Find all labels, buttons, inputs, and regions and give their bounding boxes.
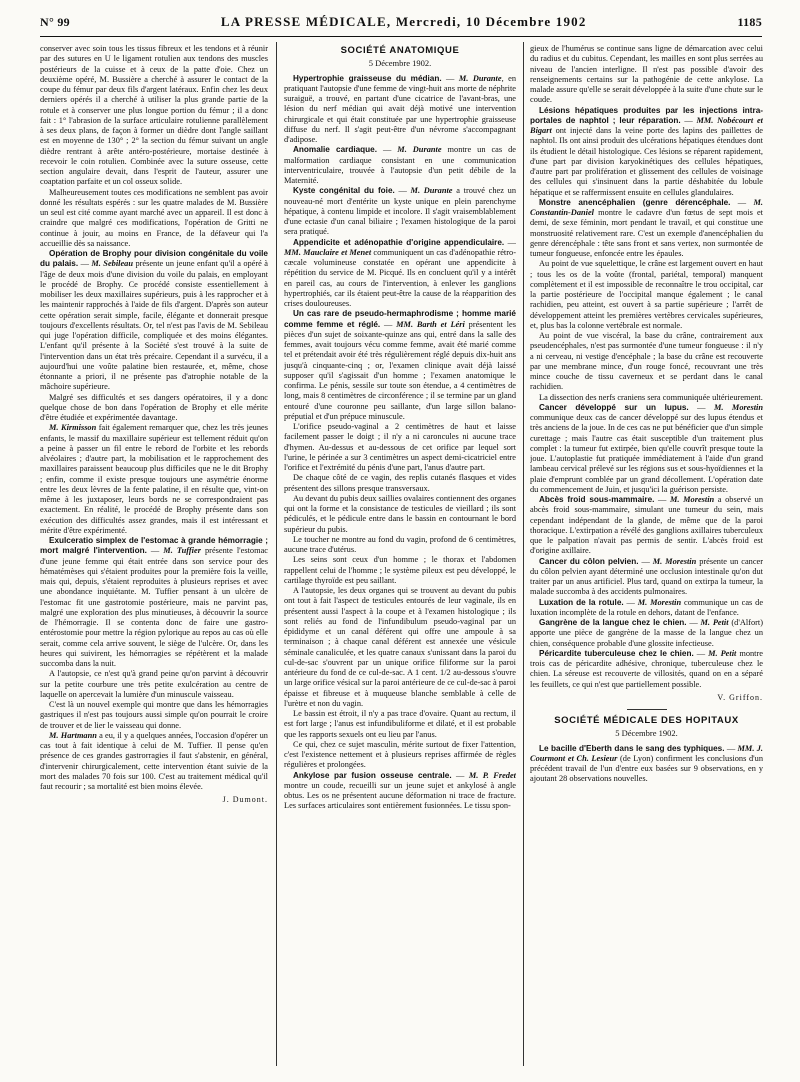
journal-title: LA PRESSE MÉDICALE, Mercredi, 10 Décembre 1902: [220, 14, 587, 29]
paragraph: Au point de vue squelettique, le crâne est largement ouvert en haut ; tous les os de la voûte (frontal, pariétal, temporal) manquent complètement et il est impossible de reconnaître le trou occipital, car la partie postérieure de l'occipital manque également ; le canal rachidien, peu atteint, est ouvert à sa partie supérieure ; l'arrêt de développement atteint les premières vertèbres cervicales supérieures, et, plus bas la colonne vertébrale est normale.: [530, 259, 763, 330]
article-title: Anomalie cardiaque.: [293, 145, 377, 155]
article: Luxation de la rotule. — M. Morestin communique un cas de luxation incomplète de la rotule en dehors, datant de l'enfance.: [530, 597, 763, 617]
author: M. Petit: [708, 648, 737, 658]
paragraph: présente un cancer du côlon pelvien ayant déterminé une occlusion intestinale qu'on dut traiter par un anus artificiel. Plus tard, quand on extirpa la tumeur, la malade succomba à des accidents pulmonaires.: [530, 556, 763, 597]
article: Kyste congénital du foie. — M. Durante a trouvé chez un nouveau-né mort d'entérite un kyste unique en plein parenchyme hépatique, à contenu limpide et incolore. Il s'agit vraisemblablement d'une ectasie d'un canal biliaire ; l'examen histologique de la paroi sera pratiqué.: [284, 186, 516, 237]
paragraph: Ce qui, chez ce sujet masculin, mérite surtout de fixer l'attention, c'est l'existence nettement et à plusieurs reprises affirmée de règles régulières et prolongées.: [284, 739, 516, 770]
column-3: [530, 44, 763, 1066]
paragraph: (d'Alfort) apporte une pièce de gangrène de la masse de la langue chez un chien, conséquence probable d'une glossite infectieuse.: [530, 618, 763, 648]
article: Cancer développé sur un lupus. — M. Morestin communique deux cas de cancer développé sur des lupus étendus et très anciens de la joue. In de ces cas ne put bénéficier que d'un simple curettage ; mais l'autre cas était susceptible d'un traitement plus complet : la tumeur fut extirpée, bien qu'elle couvrît presque toute la joue. L'autoplastie fut pratiquée immédiatement à l'aide d'un grand lambeau cervical prélevé sur les régions sus et sous-hyoïdiennes et la plaie d'emprunt comblée par un grand décollement. L'opération date du commencement de Juin, et jusqu'ici la guérison persiste.: [530, 402, 763, 494]
paragraph: Malgré ses difficultés et ses dangers opératoires, il y a donc quelque chose de bon dans l'opération de Brophy et elle mérite d'être étudiée et expérimentée davantage.: [40, 392, 268, 422]
section-divider: [627, 709, 667, 710]
paragraph: a observé un abcès froid sous-mammaire, simulant une tumeur du sein, mais cependant indépendant de la glande, de même que de la paroi thoracique. L'extirpation a révélé des ganglions axillaires tuberculeux que le palpation n'avait pas permis de sentir. L'abcès froid est d'origine axillaire.: [530, 495, 763, 556]
paragraph: Le toucher ne montre au fond du vagin, profond de 6 centimètres, aucune trace d'utérus.: [284, 534, 516, 554]
author: M. Durante: [397, 145, 442, 155]
author: M. Durante: [458, 73, 502, 83]
paragraph: fait également remarquer que, chez les très jeunes enfants, le massif du maxillaire supérieur est tellement réduit qu'on a peine à passer un fil entre le rebord de l'orbite et les rebords alvéolaires ; d'autre part, la mobilisation et le rapprochement des maxillaires paraissent beaucoup plus difficiles que ne le dit Brophy ; enfin, comme il existe presque toujours une asymétrie énorme entre les deux lèvres de la fente palatine, il en résulte que, vint-on même à les juxtaposer, leurs bords ne se correspondraient pas exactement. En réalité, le procédé de Brophy présente dans son exécution des difficultés assez grandes, mais il est intéressant et mérite d'être expérimenté.: [40, 423, 268, 535]
paragraph: gieux de l'humérus se continue sans ligne de démarcation avec celui du radius et du cubitus. Cependant, les mailles en sont plus serrées au niveau de l'ancien interligne. Il n'est pas possible d'avoir des renseignements certains sur la pathogénie de cette ankylose. La malade assure qu'elle se serait développée à la suite d'une chute sur le coude.: [530, 44, 763, 105]
article: Ankylose par fusion osseuse centrale. — M. P. Fredet montre un coude, recueilli sur un jeune sujet et ankylosé à angle obtus. Les os ne présentent aucune déformation ni trace de fracture. Les surfaces articulaires sont entièrement fusionnées. Le tissu spon-: [284, 770, 516, 811]
paragraph: A l'autopsie, les deux organes qui se trouvent au devant du pubis ont tout à fait l'aspect de testicules entourés de leur vaginale, ils en présentent aussi l'aspect à la coupe et à l'examen histologique ; ils sont reliés au fond de l'infundibulum pseudo-vaginal par un épididyme et un canal déférent qui offre une ampoule à sa terminaison ; à chaque canal déférent est annexée une vésicule séminale canaliculée, et les quatre canaux s'unissant dans la paroi du cul-de-sac s'ouvrent par un unique orifice filiforme sur la paroi antérieure du fond de ce cul-de-sac. A 1 cent. 1/2 au-dessous s'ouvre un large orifice vésical sur la paroi antérieure de ce cul-de-sac à paroi épaisse et fibreuse et à muqueuse blanche semblable à celle de l'urètre et non du vagin.: [284, 586, 516, 708]
column-separator: [523, 42, 524, 1066]
section-heading: SOCIÉTÉ MÉDICALE DES HOPITAUX: [554, 715, 739, 726]
paragraph: L'orifice pseudo-vaginal a 2 centimètres de haut et laisse facilement passer le doigt ; il n'y a ni caroncules ni aucune trace d'hymen. Au-dessus et au-dessous de cet orifice par lequel sort l'urine, le périnée a sur 3 centimètres un aspect demi-cicatriciel entre l'orifice et l'extrémité du pénis d'une part, l'anus d'autre part.: [284, 422, 516, 472]
page-header: [40, 14, 762, 36]
paragraph: A l'autopsie, ce n'est qu'à grand peine qu'on parvint à découvrir sur la petite courbure une très petite exulcération au centre de laquelle on apercevait la lumière d'un minuscule vaisseau.: [40, 669, 268, 699]
author: MM. Nobécourt et Bigart: [530, 115, 763, 135]
paragraph: Les seins sont ceux d'un homme ; le thorax et l'abdomen rappellent celui de l'homme ; le système pileux est peu développé, le cartilage thyroïde est peu saillant.: [284, 555, 516, 585]
paragraph: C'est là un nouvel exemple qui montre que dans les hémorragies gastriques il n'est pas toujours aussi simple qu'on pourrait le croire de trouver et de lier le vaisseau qui donne.: [40, 700, 268, 730]
article-title: Gangrène de la langue chez le chien.: [539, 618, 687, 627]
paragraph: présente l'estomac d'une jeune femme qui était entrée dans son service pour des hématémèses qui s'étaient produites pour la première fois la veille, mais qui, depuis, s'étaient reproduites à plusieurs reprises et avec une abondance inquiétante. M. Tuffier pensant à un ulcère de l'estomac fit une gastrotomie postérieure, mais ne parvint pas, malgré une exploration des plus minutieuses, à découvrir la source de l'hémorragie. Il se contenta donc de faire une gastro-entérostomie pour mettre la région pylorique au repos au cas où elle serait, comme cela arrive souvent, le siège de l'ulcère. Or, dans les heures qui suivirent, les hémorragies se répétèrent et la malade succomba dans la nuit.: [40, 546, 268, 668]
author: M. Petit: [700, 618, 729, 627]
paragraph: a trouvé chez un nouveau-né mort d'entérite un kyste unique en plein parenchyme hépatique, à contenu limpide et incolore. Il s'agit vraisemblablement d'une ectasie d'un canal biliaire ; l'examen histologique de la paroi sera pratiqué.: [284, 186, 516, 237]
author: M. Durante: [410, 186, 453, 196]
paragraph: Le bassin est étroit, il n'y a pas trace d'ovaire. Quant au rectum, il est fort large ; l'anus est infundibuliforme et dilaté, et il est probable que les rapports sexuels ont eu lieu par l'anus.: [284, 709, 516, 739]
issue-number: N° 99: [40, 15, 70, 29]
paragraph: communique deux cas de cancer développé sur des lupus étendus et très anciens de la joue. In de ces cas ne put bénéficier que d'un simple curettage ; mais l'autre cas était susceptible d'un traitement plus complet : la tumeur fut extirpée, bien qu'elle couvrît presque toute la joue. L'autoplastie fut pratiquée immédiatement à l'aide d'un grand lambeau cervical prélevé sur les régions sus et sous-hyoïdiennes et la plaie d'emprunt comblée par un grand décollement. L'opération date du commencement de Juin, et jusqu'ici la guérison persiste.: [530, 413, 763, 494]
article: Exulceratio simplex de l'estomac à grande hémorragie ; mort malgré l'intervention. — M. Tuffier présente l'estomac d'une jeune femme qui était entrée dans son service pour des hématémèses qui s'étaient produites pour la première fois la veille, mais qui, depuis, s'étaient reproduites à plusieurs reprises et avec une abondance inquiétante. M. Tuffier pensant à un ulcère de l'estomac fit une gastrotomie postérieure, mais ne parvint pas, malgré une exploration des plus minutieuses, à découvrir la source de l'hémorragie. Il se contenta donc de faire une gastro-entérostomie pour mettre la région pylorique au repos au cas où elle serait, comme cela arrive souvent, le siège de l'ulcère. Or, dans les heures qui suivirent, les hémorragies se répétèrent et la malade succomba dans la nuit.: [40, 536, 268, 668]
column-1: [40, 44, 268, 1066]
paragraph: présentent les pièces d'un sujet de soixante-quinze ans qui, entré dans la salle des femmes, avait toujours vécu comme femme, avait été marié comme tel et prétendait avoir été très régulièrement réglé depuis dix-huit ans jusqu'à cinquante-cinq ; or, l'examen clinique avait déjà laissé supposer qu'il s'agissait d'un homme ; l'examen anatomique le confirma. Le pénis, sessile sur toute son étendue, a 4 centimètres de long, mais 8 centimètres de circonférence ; il se termine par un gland entouré d'une couronne peu saillante, d'un large sillon balano-préputial et d'un prépuce minuscule.: [284, 319, 516, 421]
article: Anomalie cardiaque. — M. Durante montre un cas de malformation cardiaque consistant en une communication interventriculaire, trouvée à l'autopsie d'un petit débile de la Maternité.: [284, 145, 516, 185]
author: M. Tuffier: [163, 546, 201, 556]
article: [40, 423, 268, 536]
article-title: Un cas rare de pseudo-hermaphrodisme ; homme marié comme femme et réglé.: [284, 309, 516, 329]
paragraph: De chaque côté de ce vagin, des replis cutanés flasques et vides présentent des sillons presque transversaux.: [284, 473, 516, 493]
signature: J. Dumont.: [222, 795, 268, 805]
author: MM. J. Courmont et Ch. Lesieur: [530, 743, 763, 763]
section-date: 5 Décembre 1902.: [368, 58, 432, 69]
article-title: Hypertrophie graisseuse du médian.: [293, 73, 442, 83]
paragraph: montre un coude, recueilli sur un jeune sujet et ankylosé à angle obtus. Les os ne présentent aucune déformation ni trace de fracture. Les surfaces articulaires sont entièrement fusionnées. Le tissu spon-: [284, 780, 516, 811]
paragraph: communiquent un cas d'adénopathie rétro-cæcale volumineuse constatée en opérant une appendicite à répétition du service de M. Picqué. Ils en concluent qu'il y a intérêt en pareil cas, au cours de l'intervention, à enlever les ganglions hypertrophiés, car ils étaient peut-être la cause de la réapparition des crises douloureuses.: [284, 247, 516, 308]
article: Opération de Brophy pour division congénitale du voile du palais. — M. Sebileau présente un jeune enfant qu'il a opéré à l'âge de deux mois d'une division du voile du palais, en employant le procédé de Brophy. Ce procédé consiste essentiellement à mobiliser les deux maxillaires supérieurs, puis à les rapprocher et à les maintenir rapprochés à l'aide de fils d'argent. D'après son auteur cette opération serait simple, facile, élégante et donnerait presque toujours d'excellents résultats. Or, tel n'est pas l'avis de M. Sebileau qui juge l'opération difficile, compliquée et des moins élégantes. L'enfant qu'il présente à la Société s'est trouvé à la suite de l'intervention dans un état très précaire. Cependant il a survécu, il a aujourd'hui une voûte palatine bien restaurée, et, même, chose étonnante a priori, il ne présente pas d'atrophie notable de la mâchoire supérieure.: [40, 249, 268, 392]
paragraph: communique un cas de luxation incomplète de la rotule en dehors, datant de l'enfance.: [530, 597, 763, 617]
article-title: Péricardite tuberculeuse chez le chien.: [539, 648, 694, 658]
paragraph: Au point de vue viscéral, la base du crâne, contrairement aux pseudencéphales, n'est pas surmontée d'une tumeur fongueuse : il n'y a ni cerveau, ni vestige d'encéphale ; la base du crâne est recouverte par une membrane mince, d'un rouge foncé, recouvrant une très mince couche de tissu caverneux et se perdant dans le canal rachidien.: [530, 331, 763, 392]
section-date: 5 Décembre 1902.: [615, 728, 678, 739]
article-title: Opération de Brophy pour division congénitale du voile du palais.: [40, 249, 268, 269]
article: Lésions hépatiques produites par les injections intra-portales de naphtol ; leur réparation. — MM. Nobécourt et Bigart ont injecté dans la veine porte des lapins des paillettes de naphtol. Ils ont ainsi produit des ulcérations hépatiques étendues dont ils étudient le détail histologique. Ces lésions se réparent rapidement, d'une part par division karyokinétiques des cellules hépatiques, d'autre part par prolifération et glissement des cellules de voisinage des cellules qui s'insinuent dans la partie déshabitée du lobule hépatique et se raffermissent ensuite en cellules glandulaires.: [530, 105, 763, 197]
paragraph: conserver avec soin tous les tissus fibreux et les tendons et à réunir par des sutures en U le ligament rotulien aux tendons des muscles postérieurs de la cuisse et à ceux de la patte d'oie. Chez un deuxième opéré, M. Bussière a cherché à assurer le contact de la coupe du fémur par deux fils d'argent latéraux. Enfin chez les deux derniers opérés il a cherché à utiliser la plus grande partie de la rotule et à conserver une plus longue portion du fémur ; il a donc fait : 1° l'abrasion de la surface articulaire rotulienne parallèlement à ses deux plans, de façon à former un dièdre dont l'angle saillant est en moyenne de 130° ; 2° la section du fémur suivant un angle dièdre rentrant à arête antéro-postérieure, mortaise destinée à recevoir le coin rotulien. Combinée avec la suture osseuse, cette section angulaire devait, dans l'esprit de l'auteur, assurer une coaptation parfaite et un col osseux solide.: [40, 44, 268, 187]
article: Le bacille d'Eberth dans le sang des typhiques. — MM. J. Courmont et Ch. Lesieur (de Lyon) confirment les conclusions d'un précédent travail de l'un d'entre eux basées sur 9 observations, en y ajoutant 28 observations nouvelles.: [530, 743, 763, 784]
article-title: Ankylose par fusion osseuse centrale.: [293, 770, 452, 780]
article-title: Cancer développé sur un lupus.: [539, 402, 689, 412]
article: Cancer du côlon pelvien. — M. Morestin présente un cancer du côlon pelvien ayant déterminé une occlusion intestinale qu'on dut traiter par un anus artificiel. Plus tard, quand on extirpa la tumeur, la malade succomba à des accidents pulmonaires.: [530, 556, 763, 597]
article: Péricardite tuberculeuse chez le chien. — M. Petit montre trois cas de péricardite adhésive, chronique, tuberculeuse chez le chien. La séreuse est recouverte de villosités, quand on en a séparé les feuillets, ce qui n'est que partiellement possible.: [530, 648, 763, 689]
paragraph: , en pratiquant l'autopsie d'une femme de vingt-huit ans morte de néphrite suraiguë, a trouvé, en partant d'une cicatrice de l'avant-bras, une lésion du nerf médian qui avait déjà motivé une intervention chirurgicale et qui était constituée par une hypertrophie graisseuse diffuse du nerf. Il s'agit peut-être d'un névrome s'accompagnant d'adipose.: [284, 73, 516, 144]
author: MM. Mauclaire et Menet: [284, 247, 372, 257]
paragraph: a eu, il y a quelques années, l'occasion d'opérer un cas tout à fait identique à celui de M. Tuffier. Il pense qu'en présence de ces grandes gastrorragies il faut s'abstenir, en général, d'intervenir chirurgicalement, cette intervention étant suivie de la mort des malades 70 fois sur 100. C'est au traitement médical qu'il faut recourir ; sa mortalité est bien moins élevée.: [40, 730, 268, 791]
paragraph: Malheureusement toutes ces modifications ne semblent pas avoir donné les résultats espérés : sur les quatre malades de M. Bussière un seul est cité comme ayant marché avec un appareil. Il est donc à craindre que malgré ces modifications, l'opération de Gritti ne continue à jouir, au moins en France, de la défaveur qui l'a accueillie dès sa naissance.: [40, 187, 268, 248]
article-title: Kyste congénital du foie.: [293, 186, 395, 196]
author: M. Morestin: [670, 495, 715, 504]
article-title: Le bacille d'Eberth dans le sang des typhiques.: [539, 743, 725, 753]
article-title: Exulceratio simplex de l'estomac à grande hémorragie ; mort malgré l'intervention.: [40, 536, 268, 556]
column-separator: [276, 42, 277, 1066]
paragraph: La dissection des nerfs craniens sera communiquée ultérieurement.: [539, 392, 763, 402]
signature: V. Griffon.: [717, 692, 763, 702]
author: M. Morestin: [652, 556, 697, 566]
column-2: [284, 44, 516, 1066]
author: MM. Barth et Léri: [396, 319, 465, 329]
article-title: Monstre anencéphalien (genre dérencéphale.: [539, 197, 731, 207]
page-number: 1185: [737, 15, 762, 29]
article: Abcès froid sous-mammaire. — M. Morestin a observé un abcès froid sous-mammaire, simulant une tumeur du sein, mais cependant indépendant de la glande, de même que de la paroi thoracique. L'extirpation a révélé des ganglions axillaires tuberculeux que le palpation n'avait pas permis de sentir. L'abcès froid est d'origine axillaire.: [530, 495, 763, 556]
article: Hypertrophie graisseuse du médian. — M. Durante, en pratiquant l'autopsie d'une femme de vingt-huit ans morte de néphrite suraiguë, a trouvé, en partant d'une cicatrice de l'avant-bras, une lésion du nerf médian qui avait déjà motivé une intervention chirurgicale et qui était constituée par une hypertrophie graisseuse diffuse du nerf. Il s'agit peut-être d'un névrome s'accompagnant d'adipose.: [284, 73, 516, 144]
author: M. Morestin: [713, 402, 763, 412]
paragraph: (de Lyon) confirment les conclusions d'un précédent travail de l'un d'entre eux basées sur 9 observations, en y ajoutant 28 observations nouvelles.: [530, 753, 763, 784]
author: M. P. Fredet: [468, 770, 516, 780]
header-rule: [40, 36, 762, 37]
article: [40, 731, 268, 793]
section-heading: SOCIÉTÉ ANATOMIQUE: [340, 45, 460, 56]
article: Gangrène de la langue chez le chien. — M. Petit (d'Alfort) apporte une pièce de gangrène de la masse de la langue chez un chien, conséquence probable d'une glossite infectieuse.: [530, 618, 763, 648]
author: M. Sebileau: [91, 259, 133, 269]
paragraph: ont injecté dans la veine porte des lapins des paillettes de naphtol. Ils ont ainsi produit des ulcérations hépatiques étendues dont ils étudient le détail histologique. Ces lésions se réparent rapidement, d'une part par division karyokinétiques des cellules hépatiques, d'autre part par prolifération et glissement des cellules de voisinage des cellules qui s'insinuent dans la partie déshabitée du lobule hépatique et se raffermissent ensuite en cellules glandulaires.: [530, 126, 763, 197]
paragraph: montre un cas de malformation cardiaque consistant en une communication interventriculaire, trouvée à l'autopsie d'un petit débile de la Maternité.: [284, 145, 516, 185]
paragraph: Au devant du pubis deux saillies ovalaires contiennent des organes qui ont la forme et la consistance de testicules de vieillard ; ils sont pédiculés, et le pédicule entre dans le bassin en contournant le bord supérieur du pubis.: [284, 493, 516, 534]
author: M. Constantin-Daniel: [530, 197, 763, 217]
author: M. Morestin: [637, 597, 682, 607]
article-title: Lésions hépatiques produites par les injections intra-portales de naphtol ; leur réparation.: [530, 105, 763, 125]
article: Appendicite et adénopathie d'origine appendiculaire. — MM. Mauclaire et Menet communiquent un cas d'adénopathie rétro-cæcale volumineuse constatée en opérant une appendicite à répétition du service de M. Picqué. Ils en concluent qu'il y a intérêt en pareil cas, au cours de l'intervention, à enlever les ganglions hypertrophiés, car ils étaient peut-être la cause de la réapparition des crises douloureuses.: [284, 237, 516, 308]
paragraph: montre le cadavre d'un fœtus de sept mois et demi, de sexe féminin, mort pendant le travail, et qui constitue une monstruosité relativement rare. C'est un exemple d'anencéphalien du genre dérencéphale : tête sans front et sans vertex, non surmontée de tumeur fongueuse, enfoncée entre les épaules.: [530, 208, 763, 258]
paragraph: présente un jeune enfant qu'il a opéré à l'âge de deux mois d'une division du voile du palais, en employant le procédé de Brophy. Ce procédé consiste essentiellement à mobiliser les deux maxillaires supérieurs, puis à les rapprocher et à les maintenir rapprochés à l'aide de fils d'argent. D'après son auteur cette opération serait simple, facile, élégante et donnerait presque toujours d'excellents résultats. Or, tel n'est pas l'avis de M. Sebileau qui juge l'opération difficile, compliquée et des moins élégantes. L'enfant qu'il présente à la Société s'est trouvé à la suite de l'intervention dans un état très précaire. Cependant il a survécu, il a aujourd'hui une voûte palatine bien restaurée, et, même, chose étonnante a priori, il ne présente pas d'atrophie notable de la mâchoire supérieure.: [40, 259, 268, 392]
article: Monstre anencéphalien (genre dérencéphale. — M. Constantin-Daniel montre le cadavre d'un fœtus de sept mois et demi, de sexe féminin, mort pendant le travail, et qui constitue une monstruosité relativement rare. C'est un exemple d'anencéphalien du genre dérencéphale : tête sans front et sans vertex, non surmontée de tumeur fongueuse, enfoncée entre les épaules.: [530, 197, 763, 258]
article-title: Luxation de la rotule.: [539, 597, 624, 607]
article: Un cas rare de pseudo-hermaphrodisme ; homme marié comme femme et réglé. — MM. Barth et Léri présentent les pièces d'un sujet de soixante-quinze ans qui, entré dans la salle des femmes, avait toujours vécu comme femme, avait été marié comme tel et prétendait avoir été très régulièrement réglé depuis dix-huit ans jusqu'à cinquante-cinq ; or, l'examen clinique avait déjà laissé supposer qu'il s'agissait d'un homme ; l'examen anatomique le confirma. Le pénis, sessile sur toute son étendue, a 4 centimètres de long, mais 8 centimètres de circonférence ; il se termine par un gland entouré d'une couronne peu saillante, d'un large sillon balano-préputial et d'un prépuce minuscule.: [284, 309, 516, 421]
article-title: Appendicite et adénopathie d'origine appendiculaire.: [293, 237, 505, 247]
author: M. Hartmann: [49, 730, 97, 740]
article-title: Abcès froid sous-mammaire.: [539, 495, 655, 504]
author: M. Kirmisson: [49, 423, 97, 433]
article-title: Cancer du côlon pelvien.: [539, 556, 639, 566]
paragraph: montre trois cas de péricardite adhésive, chronique, tuberculeuse chez le chien. La séreuse est recouverte de villosités, quand on en a séparé les feuillets, ce qui n'est que partiellement possible.: [530, 648, 763, 689]
